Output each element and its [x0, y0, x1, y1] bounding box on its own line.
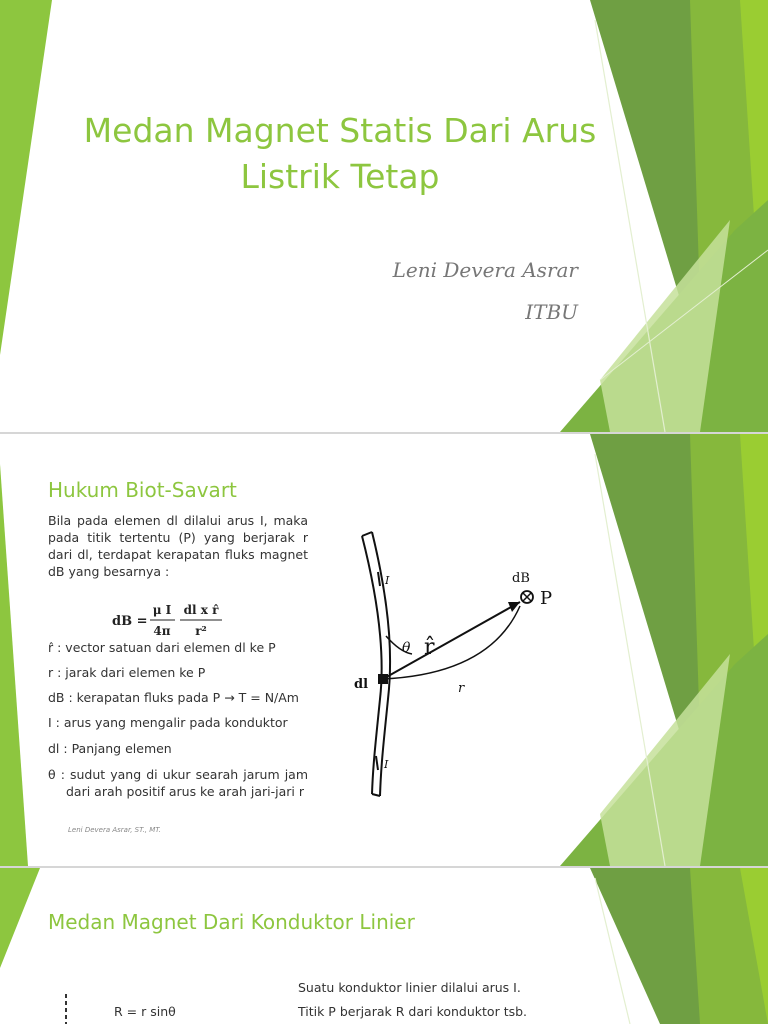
biot-savart-formula	[112, 598, 242, 642]
author-name: Leni Devera Asrar	[392, 258, 578, 282]
definition-r: r : jarak dari elemen ke P	[48, 665, 206, 680]
title-slide	[0, 0, 768, 432]
slide-decoration	[0, 868, 768, 1024]
formula-frac1-den: 4π	[153, 624, 171, 638]
conductor-top-cap	[362, 532, 372, 536]
formula-frac1-num: μ I	[152, 603, 172, 617]
label-theta: θ	[402, 640, 411, 656]
left-accent-triangle	[0, 868, 40, 968]
label-dl: dl	[354, 677, 369, 692]
formula-frac2-den: r²	[195, 624, 207, 638]
text-line-1: Suatu konduktor linier dilalui arus I.	[298, 980, 521, 995]
intro-paragraph: Bila pada elemen dl dilalui arus I, maka pada titik tertentu (P) yang berjarak r dari dl, terdapat kerapatan fluks magnet dB yang besarnya :	[48, 513, 308, 579]
definition-theta: θ : sudut yang di ukur searah jarum jam dari arah positif arus ke arah jari-jari r	[48, 767, 308, 799]
conductor-bottom-cap	[372, 794, 380, 796]
section-heading: Hukum Biot-Savart	[48, 478, 237, 502]
linear-conductor-slide	[0, 868, 768, 1024]
biot-savart-diagram	[340, 524, 590, 809]
current-arrow-top	[378, 572, 380, 586]
slide-decoration	[0, 0, 768, 432]
current-arrow-bottom	[376, 756, 378, 770]
definition-dl: dl : Panjang elemen	[48, 741, 172, 756]
formula-frac2-num: dl x r̂	[183, 603, 219, 617]
label-r: r	[458, 681, 465, 696]
label-p: P	[540, 588, 553, 609]
section-heading: Medan Magnet Dari Konduktor Linier	[48, 910, 415, 934]
label-current-top: I	[385, 574, 390, 587]
label-db: dB	[512, 571, 530, 586]
definition-rhat: r̂ : vector satuan dari elemen dl ke P	[48, 640, 276, 655]
slide-footer: Leni Devera Asrar, ST., MT.	[68, 826, 161, 834]
definition-db: dB : kerapatan fluks pada P → T = N/Am	[48, 690, 299, 705]
formula-r-sin-theta: R = r sinθ	[114, 1004, 176, 1019]
slide-title: Medan Magnet Statis Dari Arus Listrik Tetap	[83, 111, 597, 196]
institution: ITBU	[525, 300, 578, 324]
left-accent-triangle	[0, 0, 52, 355]
definition-i: I : arus yang mengalir pada konduktor	[48, 715, 288, 730]
label-current-bottom: I	[384, 758, 389, 771]
label-rhat: r̂	[424, 635, 435, 660]
left-accent-triangle	[0, 464, 28, 866]
conductor-sketch	[58, 990, 78, 1024]
text-line-2: Titik P berjarak R dari konduktor tsb.	[298, 1004, 528, 1019]
biot-savart-slide	[0, 434, 768, 866]
formula-lhs: dB =	[112, 614, 148, 629]
